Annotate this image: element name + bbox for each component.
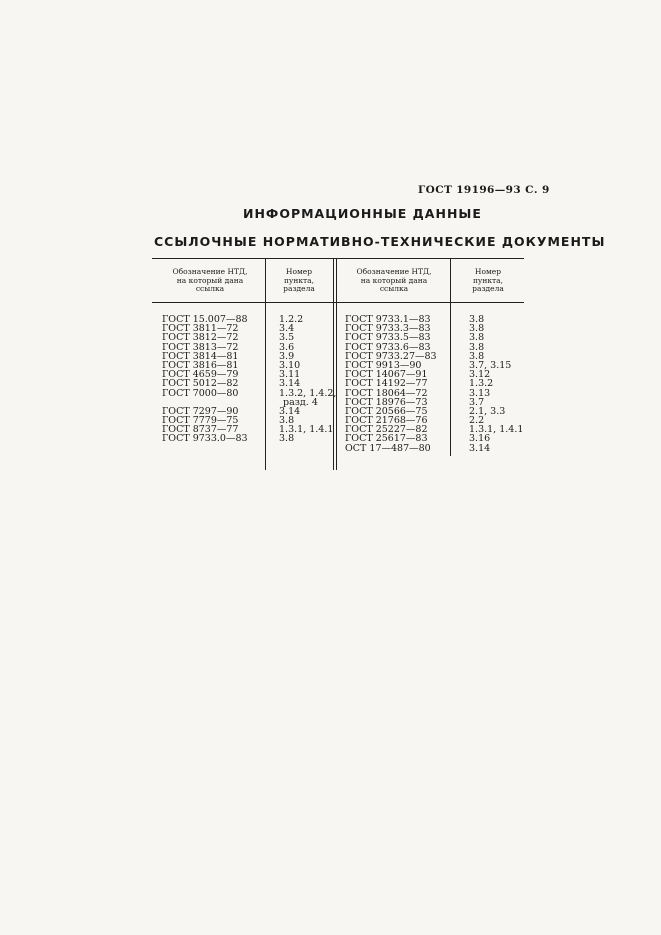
table-cell: 1.3.2, 1.4.2, xyxy=(279,387,337,399)
header-section-number-right: Номер пункта, раздела xyxy=(472,267,504,293)
table-cell: ГОСТ 15.007—88 xyxy=(162,314,248,325)
table-cell: 3.4 xyxy=(279,323,295,335)
left-docs-column xyxy=(162,315,248,444)
table-header-rule xyxy=(152,302,524,303)
table-cell: ГОСТ 7000—80 xyxy=(162,387,239,399)
table-cell: 1.3.1, 1.4.1 xyxy=(469,424,524,436)
table-cell: ГОСТ 7297—90 xyxy=(162,405,239,417)
table-cell: ГОСТ 9733.27—83 xyxy=(345,350,437,362)
table-cell: 1.3.1, 1.4.1 xyxy=(279,424,334,436)
table-cell: ГОСТ 14067—91 xyxy=(345,369,428,381)
right-docs-column xyxy=(345,315,437,453)
table-cell: ГОСТ 3816—81 xyxy=(162,359,239,371)
table-cell: ГОСТ 25617—83 xyxy=(345,433,428,445)
table-cell: разд. 4 xyxy=(283,396,318,408)
table-cell: 3.16 xyxy=(469,433,491,445)
column-divider xyxy=(450,258,451,456)
table-cell: ГОСТ 9733.5—83 xyxy=(345,332,431,344)
table-cell: 2.1, 3.3 xyxy=(469,405,506,417)
table-cell: 3.8 xyxy=(469,350,485,362)
table-cell: ГОСТ 9733.0—83 xyxy=(162,433,248,445)
table-cell: 3.5 xyxy=(279,332,295,344)
table-cell: ГОСТ 9733.6—83 xyxy=(345,341,431,353)
table-cell: ГОСТ 3814—81 xyxy=(162,350,239,362)
table-cell: 3.6 xyxy=(279,341,295,353)
table-cell: ГОСТ 5012—82 xyxy=(162,378,239,390)
table-cell: 3.9 xyxy=(279,350,295,362)
table-cell: ГОСТ 4659—79 xyxy=(162,369,239,381)
page-header: ГОСТ 19196—93 С. 9 xyxy=(418,184,550,196)
table-cell: ГОСТ 18976—73 xyxy=(345,396,428,408)
table-cell: 3.11 xyxy=(279,369,301,381)
table-cell: 3.7, 3.15 xyxy=(469,359,512,371)
table-cell: ГОСТ 8737—77 xyxy=(162,424,239,436)
table-cell: 3.14 xyxy=(279,378,301,390)
section-title: ССЫЛОЧНЫЕ НОРМАТИВНО-ТЕХНИЧЕСКИЕ ДОКУМЕНТЫ xyxy=(154,234,606,249)
document-title: ИНФОРМАЦИОННЫЕ ДАННЫЕ xyxy=(243,206,482,221)
table-cell: ГОСТ 3811—72 xyxy=(162,323,239,335)
reference-table xyxy=(152,258,524,470)
table-cell: ГОСТ 25227—82 xyxy=(345,424,428,436)
table-cell: ГОСТ 3813—72 xyxy=(162,341,239,353)
table-cell: ГОСТ 7779—75 xyxy=(162,415,239,427)
table-cell: ГОСТ 14192—77 xyxy=(345,378,428,390)
table-cell: 3.8 xyxy=(469,323,485,335)
table-cell: 3.12 xyxy=(469,369,491,381)
table-cell: 1.3.2 xyxy=(469,378,494,390)
left-items-column xyxy=(279,315,336,444)
table-cell: 3.13 xyxy=(469,387,491,399)
table-cell: 3.8 xyxy=(469,332,485,344)
table-cell: 3.8 xyxy=(469,341,485,353)
table-cell: 3.8 xyxy=(279,433,295,445)
table-cell: 3.14 xyxy=(469,442,491,454)
table-top-rule xyxy=(152,258,524,259)
table-cell: 3.10 xyxy=(279,359,301,371)
header-section-number-left: Номер пункта, раздела xyxy=(283,267,315,293)
header-doc-designation-right: Обозначение НТД, на который дана ссылка xyxy=(356,267,432,293)
header-doc-designation-left: Обозначение НТД, на который дана ссылка xyxy=(172,267,248,293)
table-cell: ГОСТ 9733.1—83 xyxy=(345,314,431,325)
table-cell: 1.2.2 xyxy=(279,314,304,325)
table-cell: 2.2 xyxy=(469,415,485,427)
table-cell: ГОСТ 21768—76 xyxy=(345,415,428,427)
table-cell: ГОСТ 3812—72 xyxy=(162,332,239,344)
table-cell: ГОСТ 20566—75 xyxy=(345,405,428,417)
table-cell: ГОСТ 9733.3—83 xyxy=(345,323,431,335)
table-cell: ГОСТ 9913—90 xyxy=(345,359,422,371)
table-cell: 3.8 xyxy=(279,415,295,427)
table-cell: 3.14 xyxy=(279,405,301,417)
right-items-column xyxy=(469,315,523,453)
table-cell: ОСТ 17—487—80 xyxy=(345,442,431,454)
table-cell: 3.8 xyxy=(469,314,485,325)
table-cell: 3.7 xyxy=(469,396,485,408)
table-cell: ГОСТ 18064—72 xyxy=(345,387,428,399)
